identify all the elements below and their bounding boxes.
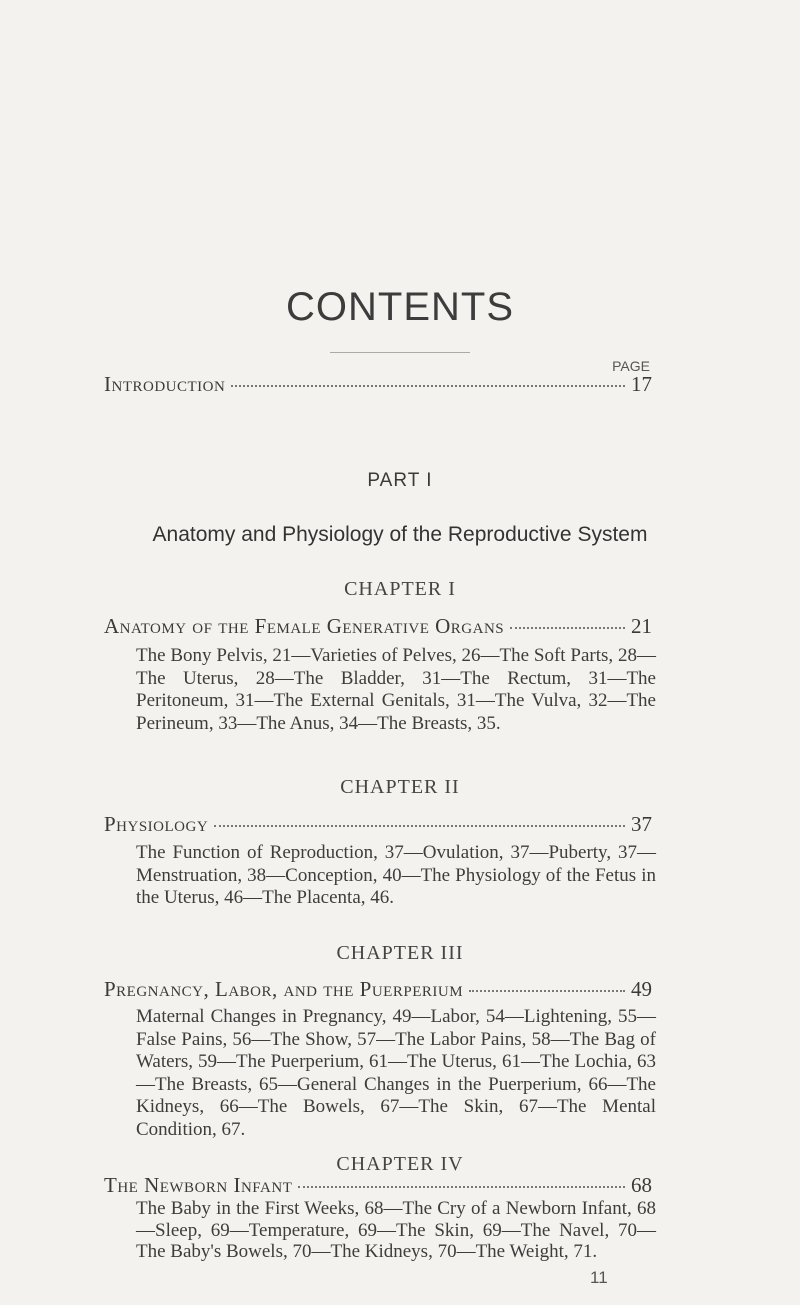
page-column-label: PAGE xyxy=(612,358,650,374)
toc-entry-label: Pregnancy, Labor, and the Puerperium xyxy=(104,977,464,1001)
toc-entry-label: Introduction xyxy=(104,372,226,396)
chapter-summary: The Function of Reproduction, 37—Ovulation, 37—Puberty, 37—Menstruation, 38—Conception, 40—The Physiology of the Fetus in the Uterus, 46—The Placenta, 46. xyxy=(136,842,656,908)
toc-entry-introduction[interactable] xyxy=(104,372,652,397)
chapter-summary: The Bony Pelvis, 21—Varieties of Pelves, 26—The Soft Parts, 28—The Uterus, 28—The Bladder, 31—The Rectum, 31—The Peritoneum, 31—The External Genitals, 31—The Vulva, 32—The Perineum, 33—The Anus, 34—The Breasts, 35. xyxy=(136,645,656,734)
toc-entry-chapter-1[interactable] xyxy=(104,614,652,639)
leader-dots xyxy=(469,990,625,992)
part-heading: PART I xyxy=(367,470,433,491)
leader-dots xyxy=(298,1186,625,1188)
toc-entry-label: The Newborn Infant xyxy=(104,1173,293,1197)
part-title: Anatomy and Physiology of the Reproductive System xyxy=(152,523,648,546)
chapter-summary: The Baby in the First Weeks, 68—The Cry of a Newborn Infant, 68—Sleep, 69—Temperature, 69—The Skin, 69—The Navel, 70—The Baby's Bowels, 70—The Kidneys, 70—The Weight, 71. xyxy=(136,1198,656,1262)
toc-entry-chapter-3[interactable] xyxy=(104,977,652,1002)
toc-entry-chapter-4[interactable] xyxy=(104,1173,652,1198)
toc-entry-page: 17 xyxy=(631,372,652,396)
page-title: CONTENTS xyxy=(286,285,514,329)
chapter-summary: Maternal Changes in Pregnancy, 49—Labor, 54—Lightening, 55—False Pains, 56—The Show, 57—The Labor Pains, 58—The Bag of Waters, 59—The Puerperium, 61—The Uterus, 61—The Lochia, 63—The Breasts, 65—General Changes in the Puerperium, 66—The Kidneys, 66—The Bowels, 67—The Skin, 67—The Mental Condition, 67. xyxy=(136,1006,656,1140)
toc-entry-label: Anatomy of the Female Generative Organs xyxy=(104,614,505,638)
leader-dots xyxy=(510,627,625,629)
title-rule xyxy=(330,352,470,353)
chapter-heading: CHAPTER I xyxy=(344,578,456,600)
chapter-heading: CHAPTER II xyxy=(340,776,460,798)
toc-entry-chapter-2[interactable] xyxy=(104,812,652,837)
toc-entry-page: 37 xyxy=(631,812,652,836)
page-number: 11 xyxy=(590,1268,608,1287)
toc-entry-label: Physiology xyxy=(104,812,209,836)
chapter-heading: CHAPTER IV xyxy=(336,1153,464,1175)
toc-entry-page: 68 xyxy=(631,1173,652,1197)
chapter-heading: CHAPTER III xyxy=(336,942,464,964)
toc-entry-page: 49 xyxy=(631,977,652,1001)
toc-entry-page: 21 xyxy=(631,614,652,638)
leader-dots xyxy=(214,825,625,827)
leader-dots xyxy=(231,385,625,387)
